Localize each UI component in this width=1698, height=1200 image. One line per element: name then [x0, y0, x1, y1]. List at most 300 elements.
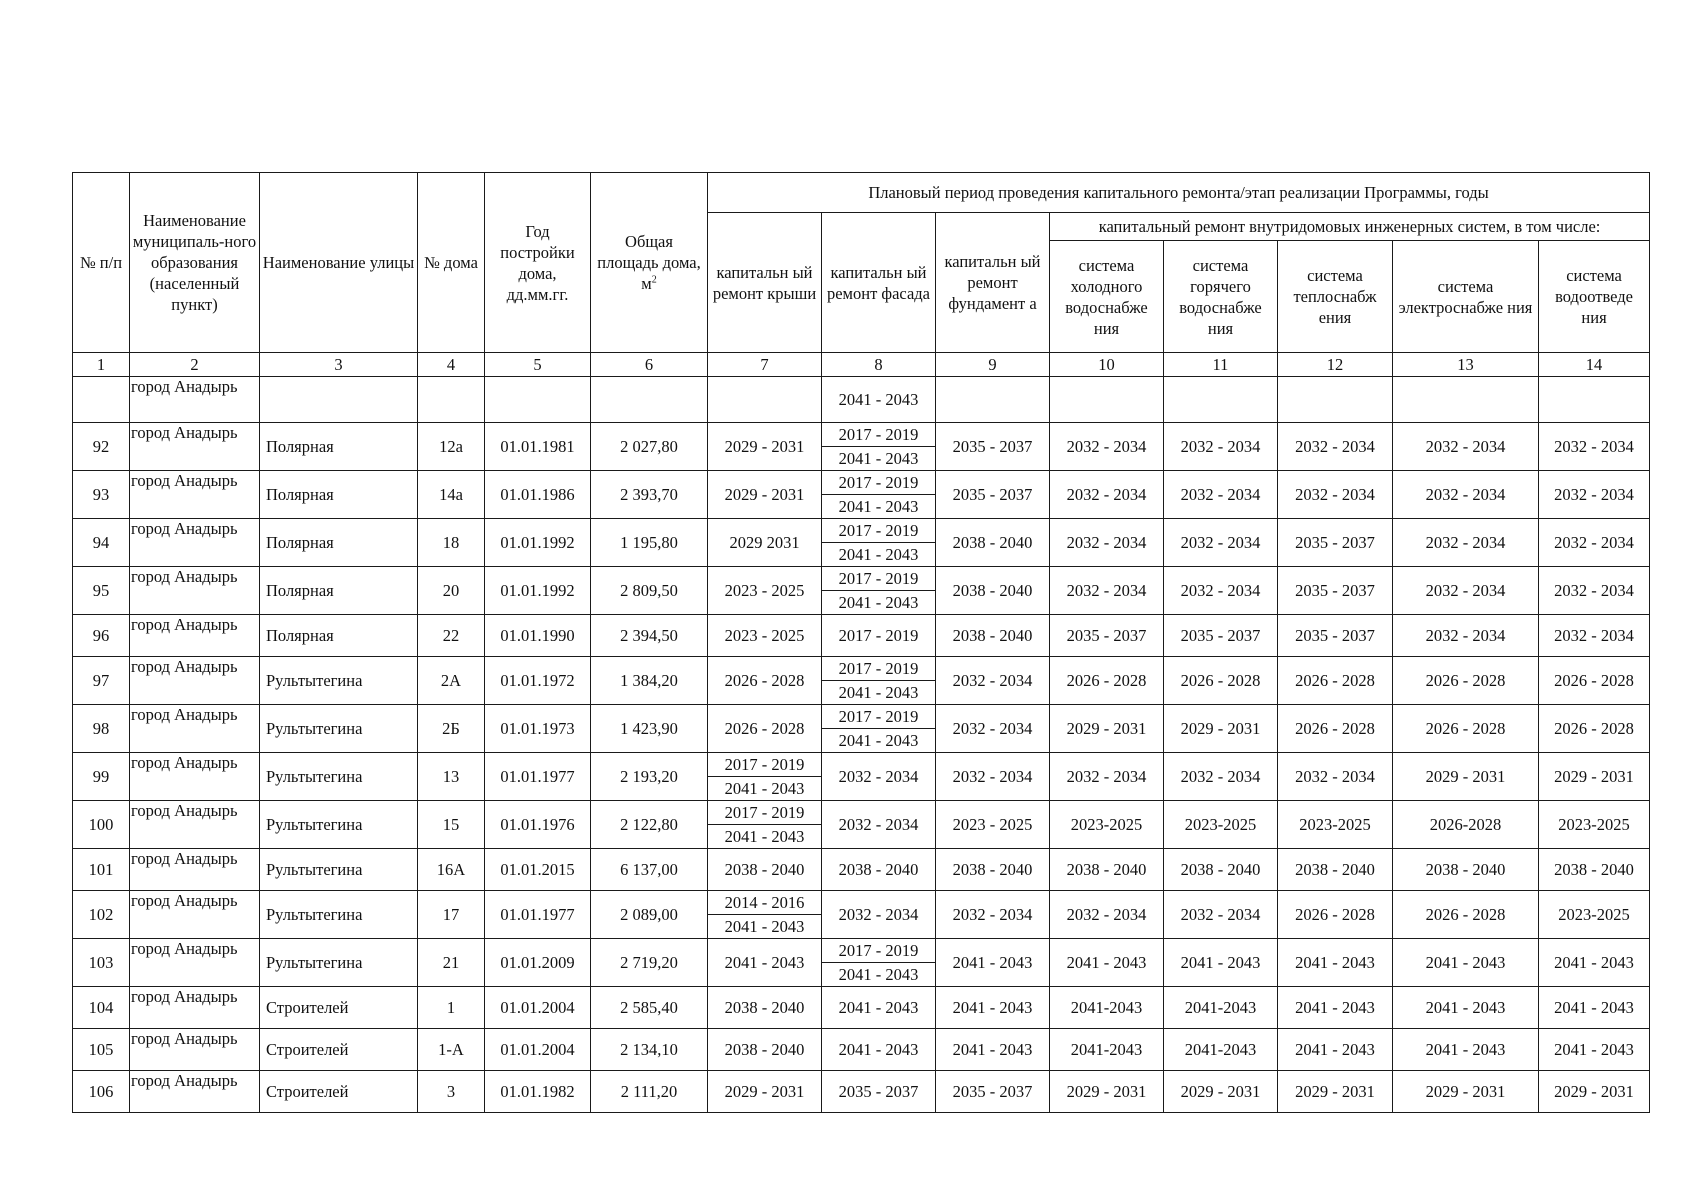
foundation-repair-cell: 2038 - 2040 — [936, 615, 1050, 657]
electricity-cell: 2032 - 2034 — [1393, 567, 1539, 615]
heating-cell: 2041 - 2043 — [1278, 1029, 1393, 1071]
roof-repair-cell — [708, 377, 822, 423]
sewerage-cell: 2032 - 2034 — [1539, 567, 1650, 615]
header-build-year: Год постройки дома, дд.мм.гг. — [485, 173, 591, 353]
build-year-cell: 01.01.1977 — [485, 891, 591, 939]
sewerage-cell: 2026 - 2028 — [1539, 705, 1650, 753]
street-cell: Полярная — [260, 423, 418, 471]
build-year-cell: 01.01.1981 — [485, 423, 591, 471]
build-year-cell: 01.01.1982 — [485, 1071, 591, 1113]
period-value: 2017 - 2019 — [708, 753, 821, 777]
period-value: 2017 - 2019 — [822, 657, 935, 681]
electricity-cell: 2038 - 2040 — [1393, 849, 1539, 891]
house-number-cell: 3 — [418, 1071, 485, 1113]
header-heating: система теплоснабж ения — [1278, 241, 1393, 353]
period-value: 2017 - 2019 — [708, 801, 821, 825]
heating-cell: 2035 - 2037 — [1278, 519, 1393, 567]
table-row — [73, 1071, 1650, 1113]
facade-repair-cell — [822, 657, 936, 705]
municipality-cell: город Анадырь — [130, 1029, 260, 1071]
cold-water-cell: 2038 - 2040 — [1050, 849, 1164, 891]
foundation-repair-cell: 2035 - 2037 — [936, 423, 1050, 471]
period-value: 2017 - 2019 — [822, 471, 935, 495]
column-number: 11 — [1164, 353, 1278, 377]
electricity-cell: 2041 - 2043 — [1393, 987, 1539, 1029]
row-number-cell: 92 — [73, 423, 130, 471]
heating-cell: 2041 - 2043 — [1278, 939, 1393, 987]
electricity-cell: 2032 - 2034 — [1393, 471, 1539, 519]
street-cell: Полярная — [260, 615, 418, 657]
facade-repair-cell — [822, 519, 936, 567]
column-number: 14 — [1539, 353, 1650, 377]
column-number: 7 — [708, 353, 822, 377]
house-number-cell: 22 — [418, 615, 485, 657]
sewerage-cell: 2038 - 2040 — [1539, 849, 1650, 891]
cold-water-cell: 2029 - 2031 — [1050, 1071, 1164, 1113]
cold-water-cell: 2029 - 2031 — [1050, 705, 1164, 753]
split-period — [708, 801, 821, 848]
electricity-cell: 2026 - 2028 — [1393, 705, 1539, 753]
roof-repair-cell — [708, 753, 822, 801]
period-value: 2017 - 2019 — [822, 423, 935, 447]
heating-cell: 2032 - 2034 — [1278, 471, 1393, 519]
electricity-cell: 2032 - 2034 — [1393, 423, 1539, 471]
facade-repair-cell — [822, 705, 936, 753]
column-number: 5 — [485, 353, 591, 377]
table-body — [73, 377, 1650, 1113]
hot-water-cell: 2032 - 2034 — [1164, 423, 1278, 471]
house-number-cell — [418, 377, 485, 423]
column-number: 13 — [1393, 353, 1539, 377]
area-cell: 2 585,40 — [591, 987, 708, 1029]
cold-water-cell: 2032 - 2034 — [1050, 753, 1164, 801]
sewerage-cell: 2029 - 2031 — [1539, 753, 1650, 801]
table-row — [73, 423, 1650, 471]
heating-cell: 2026 - 2028 — [1278, 705, 1393, 753]
electricity-cell: 2032 - 2034 — [1393, 519, 1539, 567]
municipality-cell: город Анадырь — [130, 891, 260, 939]
header-roof-repair: капитальн ый ремонт крыши — [708, 213, 822, 353]
period-value: 2041 - 2043 — [838, 448, 919, 468]
foundation-repair-cell: 2032 - 2034 — [936, 657, 1050, 705]
row-number-cell: 94 — [73, 519, 130, 567]
table-row — [73, 987, 1650, 1029]
row-number-cell: 101 — [73, 849, 130, 891]
row-number-cell: 103 — [73, 939, 130, 987]
foundation-repair-cell: 2023 - 2025 — [936, 801, 1050, 849]
build-year-cell — [485, 377, 591, 423]
house-number-cell: 20 — [418, 567, 485, 615]
house-number-cell: 1-А — [418, 1029, 485, 1071]
area-cell: 2 122,80 — [591, 801, 708, 849]
cold-water-cell: 2035 - 2037 — [1050, 615, 1164, 657]
municipality-cell: город Анадырь — [130, 705, 260, 753]
period-value: 2041 - 2043 — [724, 826, 805, 846]
build-year-cell: 01.01.1986 — [485, 471, 591, 519]
hot-water-cell: 2032 - 2034 — [1164, 567, 1278, 615]
cold-water-cell: 2041-2043 — [1050, 1029, 1164, 1071]
split-period — [822, 423, 935, 470]
sewerage-cell — [1539, 377, 1650, 423]
house-number-cell: 14а — [418, 471, 485, 519]
split-period — [822, 471, 935, 518]
period-value: 2041 - 2043 — [724, 778, 805, 798]
column-number: 2 — [130, 353, 260, 377]
street-cell: Рультытегина — [260, 753, 418, 801]
hot-water-cell: 2041-2043 — [1164, 987, 1278, 1029]
foundation-repair-cell: 2032 - 2034 — [936, 891, 1050, 939]
hot-water-cell: 2029 - 2031 — [1164, 1071, 1278, 1113]
area-cell: 1 195,80 — [591, 519, 708, 567]
period-value: 2017 - 2019 — [822, 705, 935, 729]
hot-water-cell — [1164, 377, 1278, 423]
street-cell: Рультытегина — [260, 801, 418, 849]
street-cell: Рультытегина — [260, 939, 418, 987]
heating-cell: 2041 - 2043 — [1278, 987, 1393, 1029]
header-number: № п/п — [73, 173, 130, 353]
house-number-cell: 15 — [418, 801, 485, 849]
header-total-area — [591, 173, 708, 353]
cold-water-cell: 2026 - 2028 — [1050, 657, 1164, 705]
roof-repair-cell: 2026 - 2028 — [708, 657, 822, 705]
sewerage-cell: 2023-2025 — [1539, 891, 1650, 939]
cold-water-cell: 2032 - 2034 — [1050, 471, 1164, 519]
foundation-repair-cell: 2035 - 2037 — [936, 471, 1050, 519]
municipality-cell: город Анадырь — [130, 849, 260, 891]
cold-water-cell: 2041 - 2043 — [1050, 939, 1164, 987]
build-year-cell: 01.01.1992 — [485, 519, 591, 567]
area-cell: 2 394,50 — [591, 615, 708, 657]
electricity-cell: 2029 - 2031 — [1393, 1071, 1539, 1113]
row-number-cell — [73, 377, 130, 423]
electricity-cell: 2026 - 2028 — [1393, 657, 1539, 705]
column-number: 1 — [73, 353, 130, 377]
street-cell: Строителей — [260, 987, 418, 1029]
sewerage-cell: 2041 - 2043 — [1539, 987, 1650, 1029]
column-number: 4 — [418, 353, 485, 377]
capital-repair-table — [72, 172, 1650, 1113]
electricity-cell: 2026-2028 — [1393, 801, 1539, 849]
cold-water-cell: 2032 - 2034 — [1050, 567, 1164, 615]
facade-repair-cell — [822, 567, 936, 615]
column-number: 8 — [822, 353, 936, 377]
house-number-cell: 12а — [418, 423, 485, 471]
table-row — [73, 801, 1650, 849]
table-row — [73, 1029, 1650, 1071]
facade-repair-cell — [822, 939, 936, 987]
cold-water-cell: 2023-2025 — [1050, 801, 1164, 849]
row-number-cell: 97 — [73, 657, 130, 705]
area-cell: 2 719,20 — [591, 939, 708, 987]
electricity-cell: 2029 - 2031 — [1393, 753, 1539, 801]
heating-cell: 2026 - 2028 — [1278, 657, 1393, 705]
period-value: 2041 - 2043 — [838, 730, 919, 750]
roof-repair-cell: 2023 - 2025 — [708, 567, 822, 615]
facade-repair-cell: 2032 - 2034 — [822, 753, 936, 801]
column-number: 10 — [1050, 353, 1164, 377]
street-cell: Полярная — [260, 519, 418, 567]
cold-water-cell: 2041-2043 — [1050, 987, 1164, 1029]
street-cell: Рультытегина — [260, 849, 418, 891]
roof-repair-cell: 2029 2031 — [708, 519, 822, 567]
street-cell — [260, 377, 418, 423]
build-year-cell: 01.01.2015 — [485, 849, 591, 891]
period-value: 2017 - 2019 — [822, 939, 935, 963]
street-cell: Рультытегина — [260, 705, 418, 753]
sewerage-cell: 2032 - 2034 — [1539, 423, 1650, 471]
municipality-cell: город Анадырь — [130, 657, 260, 705]
facade-repair-cell: 2032 - 2034 — [822, 801, 936, 849]
period-value: 2041 - 2043 — [838, 964, 919, 984]
foundation-repair-cell: 2041 - 2043 — [936, 987, 1050, 1029]
row-number-cell: 93 — [73, 471, 130, 519]
facade-repair-cell: 2017 - 2019 — [822, 615, 936, 657]
table-row — [73, 471, 1650, 519]
sewerage-cell: 2032 - 2034 — [1539, 615, 1650, 657]
build-year-cell: 01.01.2009 — [485, 939, 591, 987]
roof-repair-cell: 2029 - 2031 — [708, 423, 822, 471]
table-row — [73, 891, 1650, 939]
hot-water-cell: 2023-2025 — [1164, 801, 1278, 849]
foundation-repair-cell: 2035 - 2037 — [936, 1071, 1050, 1113]
build-year-cell: 01.01.1976 — [485, 801, 591, 849]
period-value: 2014 - 2016 — [708, 891, 821, 915]
table-row — [73, 657, 1650, 705]
header-total-area-text: Общая площадь дома, м — [597, 232, 701, 293]
hot-water-cell: 2041-2043 — [1164, 1029, 1278, 1071]
header-municipality: Наименование муниципаль-ного образования (населенный пункт) — [130, 173, 260, 353]
municipality-cell: город Анадырь — [130, 615, 260, 657]
period-value: 2041 - 2043 — [838, 682, 919, 702]
area-cell: 2 111,20 — [591, 1071, 708, 1113]
row-number-cell: 104 — [73, 987, 130, 1029]
row-number-cell: 102 — [73, 891, 130, 939]
roof-repair-cell: 2029 - 2031 — [708, 471, 822, 519]
house-number-cell: 17 — [418, 891, 485, 939]
facade-repair-cell: 2035 - 2037 — [822, 1071, 936, 1113]
header-total-area-unit-sup: 2 — [651, 274, 657, 286]
row-number-cell: 95 — [73, 567, 130, 615]
foundation-repair-cell: 2032 - 2034 — [936, 753, 1050, 801]
area-cell: 2 393,70 — [591, 471, 708, 519]
roof-repair-cell: 2029 - 2031 — [708, 1071, 822, 1113]
area-cell: 2 134,10 — [591, 1029, 708, 1071]
period-value: 2017 - 2019 — [822, 519, 935, 543]
house-number-cell: 2А — [418, 657, 485, 705]
sewerage-cell: 2041 - 2043 — [1539, 939, 1650, 987]
sewerage-cell: 2029 - 2031 — [1539, 1071, 1650, 1113]
area-cell: 2 809,50 — [591, 567, 708, 615]
roof-repair-cell — [708, 891, 822, 939]
row-number-cell: 98 — [73, 705, 130, 753]
roof-repair-cell: 2026 - 2028 — [708, 705, 822, 753]
sewerage-cell: 2032 - 2034 — [1539, 519, 1650, 567]
split-period — [708, 891, 821, 938]
hot-water-cell: 2032 - 2034 — [1164, 753, 1278, 801]
table-row — [73, 519, 1650, 567]
hot-water-cell: 2026 - 2028 — [1164, 657, 1278, 705]
roof-repair-cell: 2038 - 2040 — [708, 987, 822, 1029]
foundation-repair-cell: 2038 - 2040 — [936, 519, 1050, 567]
build-year-cell: 01.01.1973 — [485, 705, 591, 753]
build-year-cell: 01.01.1990 — [485, 615, 591, 657]
cold-water-cell: 2032 - 2034 — [1050, 519, 1164, 567]
sewerage-cell: 2026 - 2028 — [1539, 657, 1650, 705]
facade-repair-cell: 2041 - 2043 — [822, 987, 936, 1029]
build-year-cell: 01.01.2004 — [485, 1029, 591, 1071]
hot-water-cell: 2038 - 2040 — [1164, 849, 1278, 891]
cold-water-cell — [1050, 377, 1164, 423]
house-number-cell: 1 — [418, 987, 485, 1029]
header-house-number: № дома — [418, 173, 485, 353]
electricity-cell: 2041 - 2043 — [1393, 1029, 1539, 1071]
facade-repair-cell: 2038 - 2040 — [822, 849, 936, 891]
area-cell: 1 384,20 — [591, 657, 708, 705]
municipality-cell: город Анадырь — [130, 987, 260, 1029]
column-number: 9 — [936, 353, 1050, 377]
table-row — [73, 615, 1650, 657]
electricity-cell — [1393, 377, 1539, 423]
row-number-cell: 105 — [73, 1029, 130, 1071]
header-facade-repair: капитальн ый ремонт фасада — [822, 213, 936, 353]
street-cell: Строителей — [260, 1071, 418, 1113]
heating-cell: 2032 - 2034 — [1278, 753, 1393, 801]
municipality-cell: город Анадырь — [130, 423, 260, 471]
header-hot-water: система горячего водоснабже ния — [1164, 241, 1278, 353]
foundation-repair-cell: 2038 - 2040 — [936, 849, 1050, 891]
house-number-cell: 16А — [418, 849, 485, 891]
header-engineering-systems: капитальный ремонт внутридомовых инженерных систем, в том числе: — [1050, 213, 1650, 241]
table-row — [73, 567, 1650, 615]
house-number-cell: 13 — [418, 753, 485, 801]
split-period — [822, 519, 935, 566]
facade-repair-cell — [822, 471, 936, 519]
table-row — [73, 753, 1650, 801]
header-planned-period: Плановый период проведения капитального ремонта/этап реализации Программы, годы — [708, 173, 1650, 213]
electricity-cell: 2032 - 2034 — [1393, 615, 1539, 657]
heating-cell — [1278, 377, 1393, 423]
house-number-cell: 2Б — [418, 705, 485, 753]
facade-repair-cell: 2041 - 2043 — [822, 377, 936, 423]
sewerage-cell: 2032 - 2034 — [1539, 471, 1650, 519]
period-value: 2041 - 2043 — [838, 544, 919, 564]
build-year-cell: 01.01.2004 — [485, 987, 591, 1029]
facade-repair-cell: 2041 - 2043 — [822, 1029, 936, 1071]
build-year-cell: 01.01.1992 — [485, 567, 591, 615]
split-period — [822, 567, 935, 614]
split-period — [822, 939, 935, 986]
roof-repair-cell: 2038 - 2040 — [708, 1029, 822, 1071]
area-cell: 2 193,20 — [591, 753, 708, 801]
foundation-repair-cell: 2038 - 2040 — [936, 567, 1050, 615]
hot-water-cell: 2032 - 2034 — [1164, 891, 1278, 939]
area-cell: 6 137,00 — [591, 849, 708, 891]
street-cell: Рультытегина — [260, 891, 418, 939]
header-cold-water: система холодного водоснабже ния — [1050, 241, 1164, 353]
facade-repair-cell: 2032 - 2034 — [822, 891, 936, 939]
hot-water-cell: 2041 - 2043 — [1164, 939, 1278, 987]
municipality-cell: город Анадырь — [130, 1071, 260, 1113]
row-number-cell: 96 — [73, 615, 130, 657]
column-number: 12 — [1278, 353, 1393, 377]
street-cell: Полярная — [260, 471, 418, 519]
hot-water-cell: 2029 - 2031 — [1164, 705, 1278, 753]
area-cell: 2 027,80 — [591, 423, 708, 471]
table-row — [73, 849, 1650, 891]
hot-water-cell: 2032 - 2034 — [1164, 519, 1278, 567]
municipality-cell: город Анадырь — [130, 471, 260, 519]
heating-cell: 2032 - 2034 — [1278, 423, 1393, 471]
heating-cell: 2035 - 2037 — [1278, 615, 1393, 657]
column-number-row — [73, 353, 1650, 377]
street-cell: Полярная — [260, 567, 418, 615]
column-number: 3 — [260, 353, 418, 377]
hot-water-cell: 2032 - 2034 — [1164, 471, 1278, 519]
cold-water-cell: 2032 - 2034 — [1050, 891, 1164, 939]
foundation-repair-cell: 2041 - 2043 — [936, 1029, 1050, 1071]
municipality-cell: город Анадырь — [130, 753, 260, 801]
roof-repair-cell: 2023 - 2025 — [708, 615, 822, 657]
heating-cell: 2023-2025 — [1278, 801, 1393, 849]
row-number-cell: 100 — [73, 801, 130, 849]
sewerage-cell: 2041 - 2043 — [1539, 1029, 1650, 1071]
foundation-repair-cell: 2041 - 2043 — [936, 939, 1050, 987]
area-cell — [591, 377, 708, 423]
build-year-cell: 01.01.1972 — [485, 657, 591, 705]
facade-repair-cell — [822, 423, 936, 471]
roof-repair-cell — [708, 801, 822, 849]
street-cell: Строителей — [260, 1029, 418, 1071]
foundation-repair-cell: 2032 - 2034 — [936, 705, 1050, 753]
area-cell: 1 423,90 — [591, 705, 708, 753]
roof-repair-cell: 2041 - 2043 — [708, 939, 822, 987]
municipality-cell: город Анадырь — [130, 939, 260, 987]
street-cell: Рультытегина — [260, 657, 418, 705]
header-foundation-repair: капитальн ый ремонт фундамент а — [936, 213, 1050, 353]
electricity-cell: 2026 - 2028 — [1393, 891, 1539, 939]
municipality-cell: город Анадырь — [130, 519, 260, 567]
build-year-cell: 01.01.1977 — [485, 753, 591, 801]
house-number-cell: 21 — [418, 939, 485, 987]
heating-cell: 2029 - 2031 — [1278, 1071, 1393, 1113]
municipality-cell: город Анадырь — [130, 801, 260, 849]
roof-repair-cell: 2038 - 2040 — [708, 849, 822, 891]
municipality-cell: город Анадырь — [130, 377, 260, 423]
split-period — [822, 657, 935, 704]
period-value: 2041 - 2043 — [724, 916, 805, 936]
header-street: Наименование улицы — [260, 173, 418, 353]
split-period — [822, 705, 935, 752]
municipality-cell: город Анадырь — [130, 567, 260, 615]
table-row — [73, 705, 1650, 753]
header-electricity: система электроснабже ния — [1393, 241, 1539, 353]
cold-water-cell: 2032 - 2034 — [1050, 423, 1164, 471]
sewerage-cell: 2023-2025 — [1539, 801, 1650, 849]
column-number: 6 — [591, 353, 708, 377]
electricity-cell: 2041 - 2043 — [1393, 939, 1539, 987]
table-row — [73, 377, 1650, 423]
header-sewerage: система водоотведе ния — [1539, 241, 1650, 353]
hot-water-cell: 2035 - 2037 — [1164, 615, 1278, 657]
area-cell: 2 089,00 — [591, 891, 708, 939]
house-number-cell: 18 — [418, 519, 485, 567]
row-number-cell: 106 — [73, 1071, 130, 1113]
table-row — [73, 939, 1650, 987]
period-value: 2017 - 2019 — [822, 567, 935, 591]
split-period — [708, 753, 821, 800]
period-value: 2041 - 2043 — [838, 496, 919, 516]
heating-cell: 2026 - 2028 — [1278, 891, 1393, 939]
